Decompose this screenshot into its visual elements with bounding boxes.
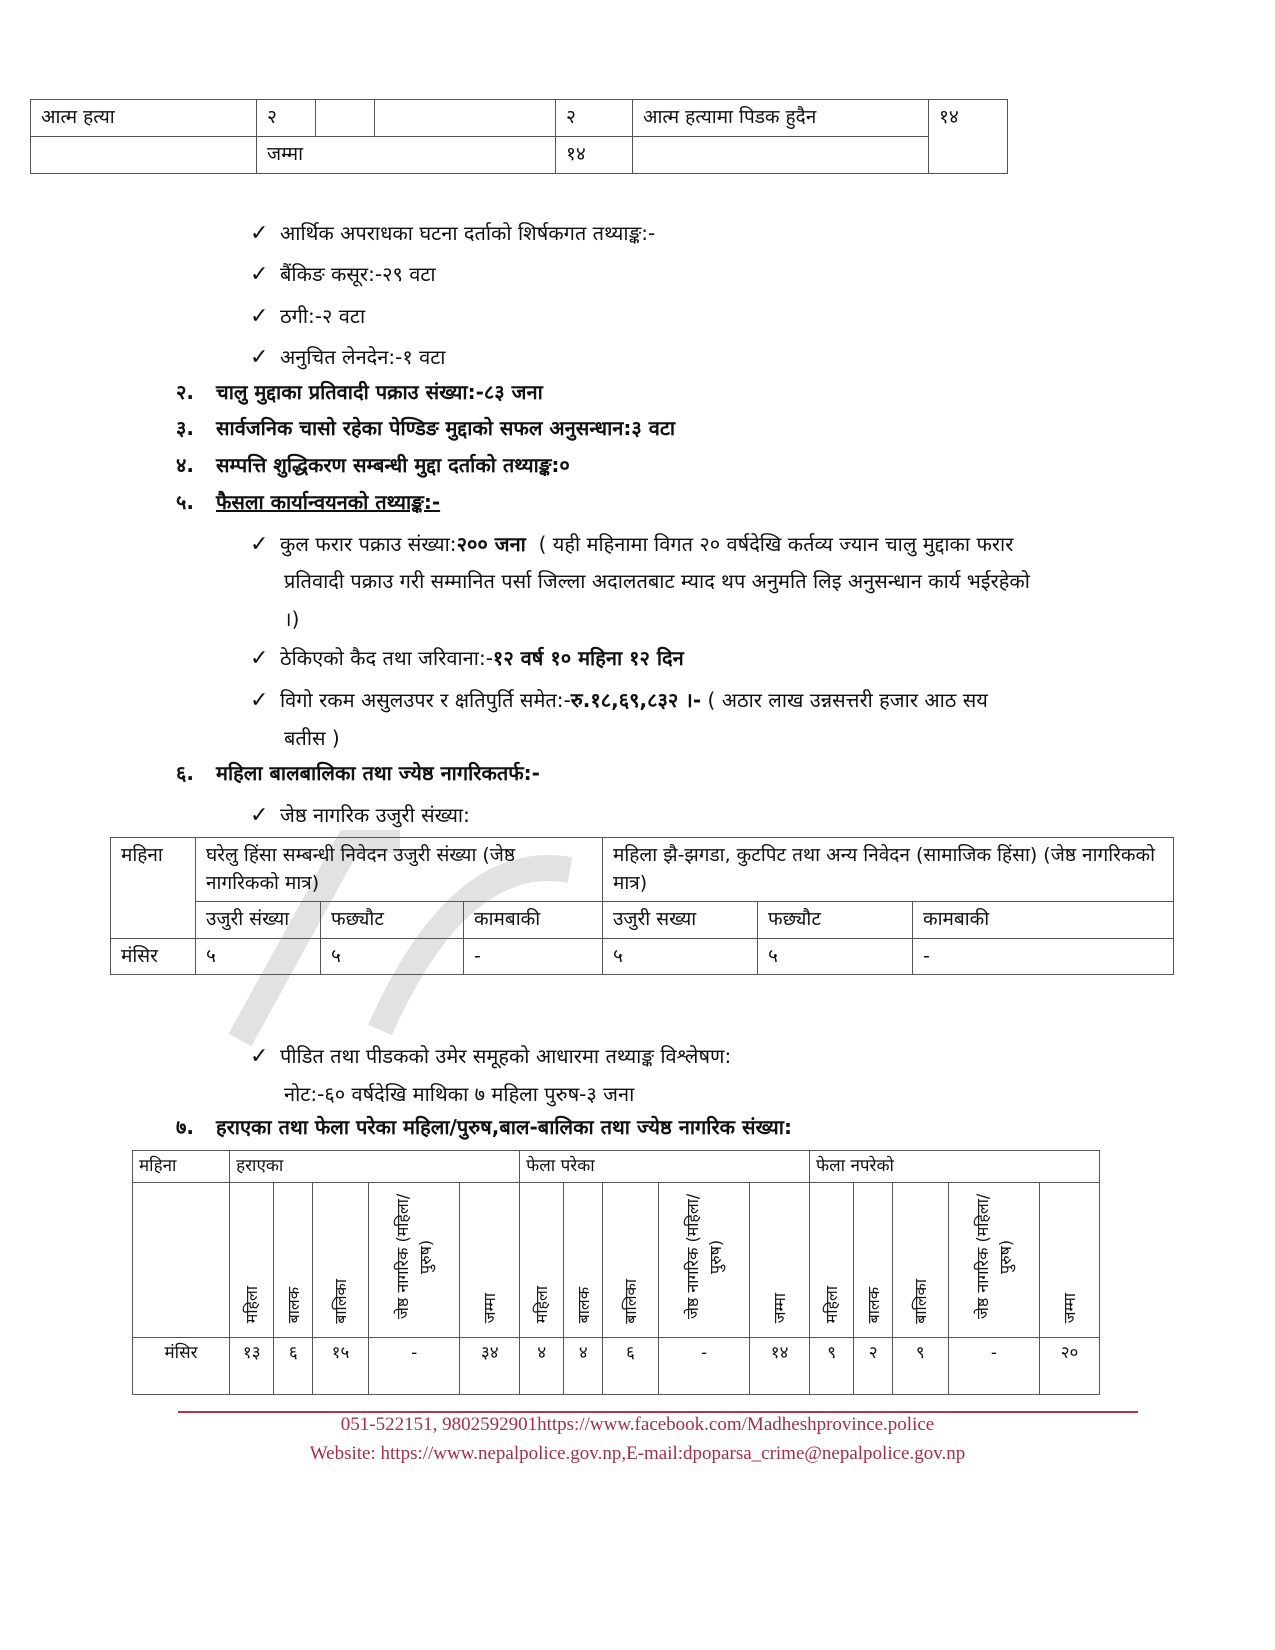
column-header-text: बालक [573, 1287, 593, 1324]
column-header-text: बालक [283, 1287, 303, 1324]
list-item [250, 260, 436, 290]
column-header-text: बालिका [910, 1278, 930, 1324]
column-header: कामबाकी [464, 902, 603, 939]
table-row [31, 100, 1008, 137]
column-header [948, 1182, 1039, 1338]
group-header: महिला झै-झगडा, कुटपिट तथा अन्य निवेदन (सामाजिक हिंसा) (जेष्ठ नागरिकको मात्र) [603, 838, 1174, 902]
section-number: ५. [176, 490, 194, 514]
column-header: फछ्यौट [321, 902, 464, 939]
column-header [810, 1182, 854, 1338]
table-row-total [31, 137, 1008, 174]
table-cell: ९ [810, 1338, 854, 1395]
group-header: हराएका [230, 1151, 520, 1183]
table-cell: ९ [892, 1338, 948, 1395]
absconder-note-cont: प्रतिवादी पक्राउ गरी सम्मानित पर्सा जिल्ला अदालतबाट म्याद थप अनुमति लिइ अनुसन्धान कार्य भईरहेको [284, 569, 1030, 593]
footer-contact: 051-522151, 9802592901https://www.facebook.com/Madheshprovince.police [340, 1414, 935, 1435]
column-header-text: जेष्ठ नागरिक (महिला/पुरुष) [682, 1193, 726, 1319]
table-header-row [133, 1151, 1100, 1183]
column-header: फछ्यौट [758, 902, 913, 939]
crime-summary-table-continuation [30, 99, 1008, 174]
section-number: ३. [176, 416, 194, 440]
table-cell: २० [1040, 1338, 1100, 1395]
table-cell [633, 137, 929, 174]
table-cell: ५ [321, 938, 464, 975]
table-cell [375, 100, 556, 137]
column-header-text: बालिका [620, 1278, 640, 1324]
table-cell [31, 137, 257, 174]
table-cell [316, 100, 375, 137]
section-text: सम्पत्ति शुद्धिकरण सम्बन्धी मुद्दा दर्ताको तथ्याङ्क:० [216, 453, 570, 477]
section-4 [176, 452, 570, 479]
check-icon: ✓ [250, 646, 269, 671]
column-header [892, 1182, 948, 1338]
column-header [520, 1182, 564, 1338]
recovery-words-cont: बतीस ) [284, 726, 340, 750]
section-5 [176, 489, 440, 516]
column-header-text: बालक [863, 1287, 883, 1324]
check-icon: ✓ [250, 688, 269, 713]
column-header-text: जम्मा [770, 1293, 790, 1324]
section-text: चालु मुद्दाका प्रतिवादी पक्राउ संख्या:-८३ जना [216, 380, 543, 404]
section-number: ७. [176, 1115, 194, 1139]
list-item [250, 343, 446, 373]
age-analysis-note: नोट:-६० वर्षदेखि माथिका ७ महिला पुरुष-३ जना [284, 1082, 635, 1106]
table-cell: - [913, 938, 1174, 975]
recovery-value: रु.१८,६९,८३२ ।- [570, 688, 702, 712]
recovery [250, 686, 988, 716]
group-header: फेला नपरेको [810, 1151, 1100, 1183]
month-cell: मंसिर [133, 1338, 230, 1395]
recovery-label: विगो रकम असुलउपर र क्षतिपुर्ति समेत:- [280, 688, 571, 712]
table-header-row [111, 838, 1174, 902]
absconder-note-end: ।) [284, 607, 300, 631]
column-header [274, 1182, 313, 1338]
sentence-value: १२ वर्ष १० महिना १२ दिन [492, 646, 684, 670]
economic-heading-text: आर्थिक अपराधका घटना दर्ताको शिर्षकगत तथ्याङ्क:- [280, 221, 656, 245]
table-cell: - [464, 938, 603, 975]
table-cell: २ [854, 1338, 893, 1395]
absconder-value: २०० जना [456, 532, 526, 556]
section-2 [176, 379, 543, 406]
list-item [250, 302, 365, 332]
column-header [750, 1182, 810, 1338]
column-header-text: जेष्ठ नागरिक (महिला/पुरुष) [972, 1193, 1015, 1319]
table-cell: १३ [230, 1338, 274, 1395]
age-analysis-text: पीडित तथा पीडकको उमेर समूहको आधारमा तथ्याङ्क विश्लेषण: [280, 1044, 732, 1068]
group-header: घरेलु हिंसा सम्बन्धी निवेदन उजुरी संख्या (जेष्ठ नागरिकको मात्र) [196, 838, 603, 902]
illegal-transaction: अनुचित लेनदेन:-१ वटा [280, 345, 446, 369]
total-value: १४ [556, 137, 633, 174]
footer-divider [178, 1411, 1138, 1413]
table-row [111, 938, 1174, 975]
footer-website: Website: https://www.nepalpolice.gov.np,E-mail:dpoparsa_crime@nepalpolice.gov.np [309, 1443, 966, 1464]
check-icon: ✓ [250, 304, 269, 329]
section-number: ६. [176, 761, 194, 785]
check-icon: ✓ [250, 532, 269, 557]
total-label: जम्मा [257, 137, 556, 174]
section-6 [176, 760, 540, 787]
column-header-text: महिला [242, 1286, 262, 1324]
check-icon: ✓ [250, 345, 269, 370]
table-cell: आत्म हत्या [31, 100, 257, 137]
fraud: ठगी:-२ वटा [280, 304, 366, 328]
recovery-words: ( अठार लाख उन्नसत्तरी हजार आठ सय [707, 688, 988, 712]
absconder-note: ( यही महिनामा विगत २० वर्षदेखि कर्तव्य ज्यान चालु मुद्दाका फरार [538, 532, 1014, 556]
senior-complaints-heading [250, 801, 470, 831]
column-header [564, 1182, 603, 1338]
table-cell: ४ [520, 1338, 564, 1395]
section-number: ४. [176, 453, 194, 477]
senior-citizen-complaints-table [110, 837, 1174, 975]
table-cell: - [369, 1338, 460, 1395]
table-cell: २ [257, 100, 316, 137]
column-header [603, 1182, 659, 1338]
table-cell: - [658, 1338, 749, 1395]
section-text: सार्वजनिक चासो रहेका पेण्डिङ मुद्दाको सफल अनुसन्धान:३ वटा [216, 416, 676, 440]
column-header [313, 1182, 369, 1338]
column-header: महिना [111, 838, 196, 939]
table-cell: आत्म हत्यामा पिडक हुदैन [633, 100, 929, 137]
missing-found-table [132, 1150, 1100, 1395]
column-header [460, 1182, 520, 1338]
table-cell: १५ [313, 1338, 369, 1395]
column-header: महिना [133, 1151, 230, 1183]
table-row [133, 1338, 1100, 1395]
section-7 [176, 1114, 792, 1141]
column-header: कामबाकी [913, 902, 1174, 939]
absconder-label: कुल फरार पक्राउ संख्या: [280, 532, 457, 556]
economic-heading [250, 219, 655, 249]
section-text: महिला बालबालिका तथा ज्येष्ठ नागरिकतर्फ:- [216, 761, 540, 785]
check-icon: ✓ [250, 1044, 269, 1069]
table-cell: १४ [750, 1338, 810, 1395]
column-header-text: जम्मा [1059, 1293, 1079, 1324]
table-cell: - [948, 1338, 1039, 1395]
sentence [250, 644, 684, 674]
column-header [658, 1182, 749, 1338]
group-header: फेला परेका [520, 1151, 810, 1183]
column-header [369, 1182, 460, 1338]
table-cell: ४ [564, 1338, 603, 1395]
column-header-text: महिला [822, 1286, 842, 1324]
column-header-text: जम्मा [480, 1293, 500, 1324]
column-header [230, 1182, 274, 1338]
table-cell [133, 1182, 230, 1338]
section-text: फैसला कार्यान्वयनको तथ्याङ्क:- [216, 490, 441, 514]
table-subheader-row [111, 902, 1174, 939]
sentence-label: ठेकिएको कैद तथा जरिवाना:- [280, 646, 493, 670]
check-icon: ✓ [250, 803, 269, 828]
month-cell: मंसिर [111, 938, 196, 975]
section-3 [176, 415, 675, 442]
check-icon: ✓ [250, 262, 269, 287]
table-cell: २ [556, 100, 633, 137]
age-analysis-heading [250, 1042, 731, 1072]
section-text: हराएका तथा फेला परेका महिला/पुरुष,बाल-बालिका तथा ज्येष्ठ नागरिक संख्या: [216, 1115, 792, 1139]
table-cell: ५ [196, 938, 321, 975]
column-header-text: महिला [532, 1286, 552, 1324]
table-cell: ६ [603, 1338, 659, 1395]
absconder-arrests [250, 530, 1013, 560]
section-number: २. [176, 380, 194, 404]
table-cell: ६ [274, 1338, 313, 1395]
column-header: उजुरी संख्या [196, 902, 321, 939]
column-header-text: बालिका [330, 1278, 350, 1324]
table-cell: १४ [929, 100, 1008, 174]
senior-complaints-text: जेष्ठ नागरिक उजुरी संख्या: [280, 803, 470, 827]
table-cell: ३४ [460, 1338, 520, 1395]
column-header-text: जेष्ठ नागरिक (महिला/पुरुष) [392, 1193, 436, 1319]
table-cell: ५ [758, 938, 913, 975]
column-header: उजुरी सख्या [603, 902, 758, 939]
column-header [1040, 1182, 1100, 1338]
banking-offence: बैंकिङ कसूर:-२९ वटा [280, 262, 436, 286]
check-icon: ✓ [250, 221, 269, 246]
table-cell: ५ [603, 938, 758, 975]
column-header [854, 1182, 893, 1338]
table-subheader-row [133, 1182, 1100, 1338]
